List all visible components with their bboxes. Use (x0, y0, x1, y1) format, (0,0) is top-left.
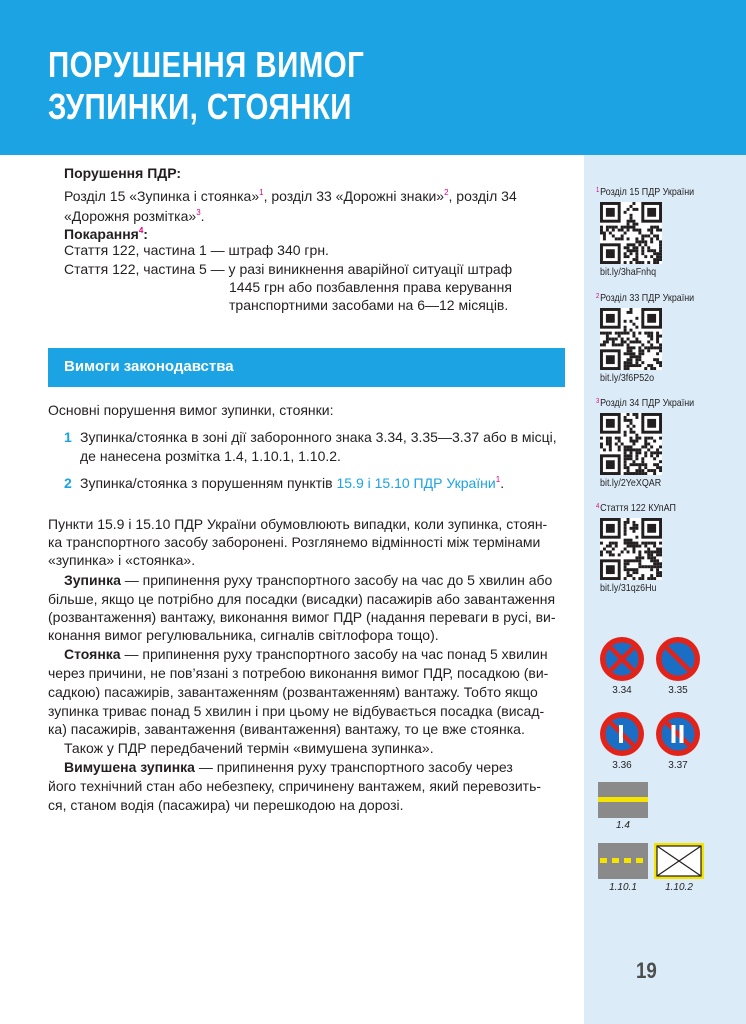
footnote-marker: 1 (259, 188, 264, 197)
body-line: садкою) пасажирів, завантаженням (розвантаженням) вантажу. Тобто якщо (48, 684, 538, 700)
qr-caption-text: Розділ 33 ПДР України (600, 292, 695, 304)
marking-1-10-2-icon (654, 843, 704, 879)
term: Зупинка (64, 572, 121, 588)
penalty-item-cont: транспортними засобами на 6—12 місяців. (229, 297, 509, 313)
body-line: зупинка триває понад 5 хвилин і при цьому не відбувається посадка (висад- (48, 703, 545, 719)
qr-caption (596, 186, 715, 198)
body-line: «зупинка» і «стоянка». (48, 552, 196, 568)
footnote-marker: 2 (596, 293, 600, 300)
list-text: . (500, 475, 505, 491)
page-title-line-1: ПОРУШЕННЯ ВИМОГ (48, 44, 365, 85)
page-number: 19 (636, 958, 657, 983)
list-number: 2 (64, 475, 72, 491)
page-title-line-2: ЗУПИНКИ, СТОЯНКИ (48, 86, 352, 127)
footnote-marker: 2 (444, 188, 449, 197)
body-line: через причини, не пов’язані з потребою виконання вимог ПДР, посадкою (ви- (48, 665, 549, 681)
qr-caption (596, 397, 715, 409)
violation-heading: Порушення ПДР: (64, 165, 182, 181)
penalty-heading-text: Покарання (64, 226, 139, 242)
violation-line-2: «Дорожня розмітка»$^3$. (64, 208, 205, 224)
footnote-marker: 1 (495, 475, 501, 484)
list-item (64, 469, 504, 494)
penalty-heading: Покарання$^4$: (64, 226, 148, 242)
qr-caption (596, 292, 715, 304)
list-text-cont: де нанесена розмітка 1.4, 1.10.1, 1.10.2. (80, 448, 341, 464)
qr-caption-text: Розділ 15 ПДР України (600, 186, 695, 198)
qr-caption-text: Розділ 34 ПДР України (600, 397, 695, 409)
list-item (64, 427, 557, 448)
marking-1-10-1-icon (598, 843, 648, 879)
qr-code-icon[interactable] (600, 202, 662, 264)
qr-block-4[interactable] (596, 502, 736, 594)
body-line: ся, станом водія (пасажира) чи перешкодою на дорозі. (48, 797, 404, 813)
sign-label: 3.36 (612, 760, 632, 771)
body-text: — припинення руху транспортного засобу на час до 5 хвилин або (120, 572, 553, 588)
qr-code-icon[interactable] (600, 413, 662, 475)
no-parking-sign-icon (654, 635, 702, 683)
penalty-item: Стаття 122, частина 1 — штраф 340 грн. (64, 242, 329, 258)
penalty-item: Стаття 122, частина 5 — у разі виникнення аварійної ситуації штраф (64, 261, 513, 277)
qr-link[interactable]: bit.ly/31qz6Hu (600, 582, 657, 594)
body-text: — припинення руху транспортного засобу через (194, 759, 513, 775)
sign-label: 3.34 (612, 685, 632, 696)
body-text: — припинення руху транспортного засобу на час понад 5 хвилин (120, 646, 548, 662)
qr-block-1[interactable] (596, 186, 736, 278)
qr-code-icon[interactable] (600, 518, 662, 580)
body-line: більше, якщо це потрібно для посадки (висадки) пасажирів або завантаження (48, 591, 556, 607)
section-title: Вимоги законодавства (64, 358, 234, 375)
body-line (64, 757, 513, 778)
section-intro: Основні порушення вимог зупинки, стоянки: (48, 402, 334, 418)
term: Вимушена зупинка (64, 759, 195, 775)
violation-text: , розділ 34 (448, 188, 517, 204)
body-line (64, 570, 552, 591)
footnote-marker: 1 (596, 187, 600, 194)
qr-link[interactable]: bit.ly/3haFnhq (600, 266, 657, 278)
no-stopping-sign-icon (598, 635, 646, 683)
no-parking-even-days-sign-icon (654, 710, 702, 758)
penalty-item-cont: 1445 грн або позбавлення права керування (229, 279, 512, 295)
footnote-marker: 4 (138, 226, 144, 235)
footnote-marker: 3 (596, 398, 600, 405)
marking-label: 1.4 (616, 820, 630, 831)
term: Стоянка (64, 646, 121, 662)
section-header (48, 348, 565, 387)
list-number: 1 (64, 429, 72, 445)
body-line (64, 644, 548, 665)
page-title (48, 44, 364, 128)
qr-link[interactable]: bit.ly/2YeXQAR (600, 477, 662, 489)
list-text: Зупинка/стоянка в зоні дії заборонного знака 3.34, 3.35—3.37 або в місці, (80, 429, 557, 445)
body-line: ка) пасажирів, завантаження (вивантаження) вантажу, то це вже стоянка. (48, 721, 525, 737)
marking-label: 1.10.1 (609, 882, 637, 893)
body-line: (розвантаження) вантажу, виконання вимог ПДР (надання переваги в русі, ви- (48, 609, 556, 625)
qr-block-2[interactable] (596, 292, 736, 384)
qr-code-icon[interactable] (600, 308, 662, 370)
rules-link[interactable]: 15.9 і 15.10 ПДР України (336, 475, 496, 491)
qr-caption (596, 502, 715, 514)
no-parking-odd-days-sign-icon (598, 710, 646, 758)
marking-label: 1.10.2 (665, 882, 693, 893)
body-line: Також у ПДР передбачений термін «вимушена зупинка». (64, 740, 434, 756)
footnote-marker: 4 (596, 503, 600, 510)
body-line: конання вимог регулювальника, сигналів світлофора тощо). (48, 627, 439, 643)
sign-label: 3.35 (668, 685, 688, 696)
qr-link[interactable]: bit.ly/3f6P52o (600, 372, 655, 384)
sign-label: 3.37 (668, 760, 688, 771)
marking-1-4-icon (598, 782, 648, 818)
footnote-marker: 3 (196, 208, 201, 217)
qr-caption-text: Стаття 122 КУпАП (600, 502, 676, 514)
violation-text: «Дорожня розмітка» (64, 208, 197, 224)
violation-text: , розділ 33 «Дорожні знаки» (263, 188, 445, 204)
qr-block-3[interactable] (596, 397, 736, 489)
body-line: його технічний стан або небезпеку, спричинену вантажем, який перевозить- (48, 778, 542, 794)
body-line: ка транспортного засобу заборонені. Розглянемо відмінності між термінами (48, 534, 541, 550)
list-text: Зупинка/стоянка з порушенням пунктів (80, 475, 337, 491)
body-line: Пункти 15.9 і 15.10 ПДР України обумовлюють випадки, коли зупинка, стоян- (48, 516, 548, 532)
violation-text: Розділ 15 «Зупинка і стоянка» (64, 188, 260, 204)
page-header (0, 0, 746, 155)
